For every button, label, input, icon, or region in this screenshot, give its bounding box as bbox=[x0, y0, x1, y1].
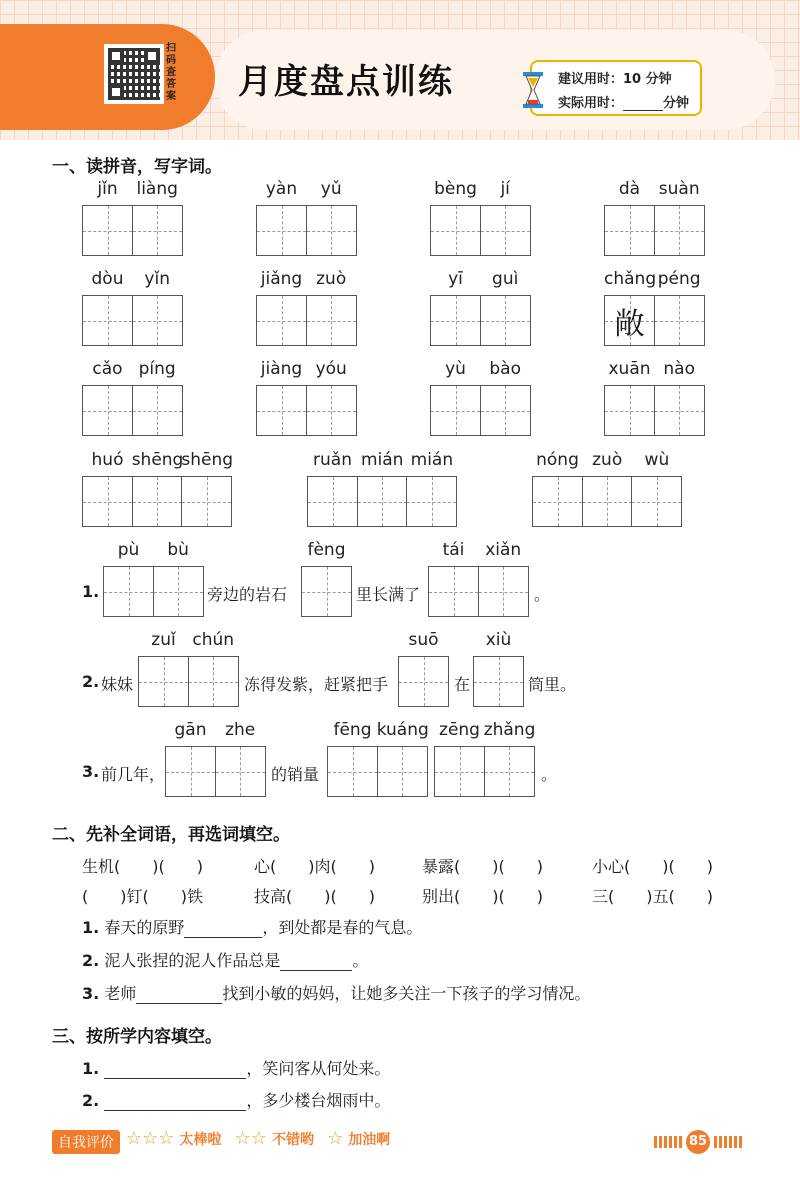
cell-character bbox=[605, 386, 654, 435]
pinyin-syllable: dòu bbox=[91, 269, 124, 289]
pinyin-syllable: yǐn bbox=[144, 269, 170, 289]
cell-character bbox=[481, 206, 530, 255]
cell-character bbox=[399, 657, 448, 706]
writing-cell-group bbox=[256, 385, 355, 436]
self-eval-label: 自我评价 bbox=[52, 1130, 120, 1154]
pinyin-syllable: jiàng bbox=[260, 359, 303, 379]
actual-time-label: 实际用时： bbox=[558, 96, 624, 111]
pinyin-syllable: tái bbox=[442, 540, 465, 560]
sentence-number: 1. bbox=[82, 582, 100, 601]
pinyin-syllable: xiǎn bbox=[485, 540, 522, 560]
writing-cell[interactable] bbox=[301, 566, 352, 617]
writing-cell-group bbox=[604, 295, 703, 346]
writing-cell[interactable] bbox=[631, 476, 682, 527]
writing-cell[interactable] bbox=[306, 205, 357, 256]
cell-character bbox=[378, 747, 427, 796]
pinyin-syllable: yóu bbox=[315, 359, 347, 379]
cell-character bbox=[133, 296, 182, 345]
pinyin-syllable: cǎo bbox=[92, 359, 123, 379]
writing-cell[interactable] bbox=[82, 295, 133, 346]
pinyin-syllable: liàng bbox=[136, 179, 178, 199]
pinyin-syllable: gān bbox=[174, 720, 207, 740]
sentence-text: 。 bbox=[541, 765, 558, 784]
sentence-text: 冻得发紫，赶紧把手 bbox=[244, 675, 389, 694]
writing-cell[interactable] bbox=[132, 385, 183, 436]
writing-cell[interactable] bbox=[654, 385, 705, 436]
cell-character bbox=[583, 477, 632, 526]
cell-character bbox=[407, 477, 456, 526]
answer-blank[interactable] bbox=[136, 986, 222, 1004]
sentence-text: 的销量 bbox=[271, 765, 320, 784]
writing-cell[interactable] bbox=[532, 476, 583, 527]
qr-code[interactable] bbox=[104, 44, 164, 104]
cell-character bbox=[166, 747, 215, 796]
pinyin-syllable: fèng bbox=[307, 540, 346, 560]
pinyin-syllable: xuān bbox=[608, 359, 651, 379]
item-number: 2. bbox=[82, 951, 100, 970]
idiom-blank-item[interactable]: 生机( )( ) bbox=[82, 857, 203, 876]
sentence-text: 里长满了 bbox=[356, 585, 421, 604]
idiom-blank-item[interactable]: 三( )五( ) bbox=[592, 887, 713, 906]
fill-in-item bbox=[82, 915, 422, 938]
cell-character bbox=[605, 206, 654, 255]
writing-cell[interactable] bbox=[398, 656, 449, 707]
sentence-prefix: 前几年， bbox=[101, 765, 166, 784]
item-text-before: 老师 bbox=[104, 984, 137, 1003]
cell-character bbox=[133, 206, 182, 255]
writing-cell[interactable] bbox=[604, 295, 655, 346]
writing-cell[interactable] bbox=[153, 566, 204, 617]
idiom-blank-item[interactable]: 小心( )( ) bbox=[592, 857, 713, 876]
writing-cell-group bbox=[256, 295, 355, 346]
hourglass-icon bbox=[522, 70, 544, 110]
pinyin-syllable: péng bbox=[657, 269, 701, 289]
writing-cell[interactable] bbox=[306, 295, 357, 346]
writing-cell[interactable] bbox=[307, 476, 358, 527]
pinyin-syllable: kuáng bbox=[376, 720, 429, 740]
qr-label: 扫码查答案 bbox=[166, 43, 176, 102]
fill-in-item bbox=[82, 981, 590, 1004]
writing-cell[interactable] bbox=[165, 746, 216, 797]
pinyin-syllable: jiǎng bbox=[260, 269, 303, 289]
writing-cell-group bbox=[82, 385, 181, 436]
sentence-text: 筒里。 bbox=[528, 675, 577, 694]
writing-cell[interactable] bbox=[256, 295, 307, 346]
cell-character bbox=[139, 657, 188, 706]
writing-cell[interactable] bbox=[132, 205, 183, 256]
answer-blank[interactable] bbox=[184, 920, 262, 938]
writing-cell-group bbox=[82, 476, 231, 527]
writing-cell[interactable] bbox=[103, 566, 154, 617]
writing-cell[interactable] bbox=[406, 476, 457, 527]
pinyin-syllable: zēng bbox=[439, 720, 480, 740]
pinyin-syllable: chún bbox=[192, 630, 235, 650]
writing-cell-group bbox=[428, 566, 527, 617]
pinyin-syllable: mián bbox=[360, 450, 404, 470]
pinyin-syllable: dà bbox=[618, 179, 641, 199]
writing-cell-group bbox=[165, 746, 264, 797]
writing-cell[interactable] bbox=[430, 205, 481, 256]
cell-character bbox=[133, 386, 182, 435]
cell-character bbox=[154, 567, 203, 616]
one-star-icon[interactable]: ☆ bbox=[327, 1128, 344, 1149]
cell-character bbox=[257, 386, 306, 435]
pinyin-syllable: yī bbox=[448, 269, 463, 289]
writing-cell[interactable] bbox=[132, 476, 183, 527]
writing-cell[interactable] bbox=[256, 205, 307, 256]
cell-character bbox=[479, 567, 528, 616]
writing-cell[interactable] bbox=[256, 385, 307, 436]
pinyin-syllable: fēng bbox=[333, 720, 372, 740]
cell-character bbox=[358, 477, 407, 526]
writing-cell[interactable] bbox=[604, 205, 655, 256]
writing-cell[interactable] bbox=[654, 205, 705, 256]
cell-character bbox=[83, 206, 132, 255]
writing-cell-group bbox=[327, 746, 426, 797]
pinyin-syllable: suàn bbox=[658, 179, 700, 199]
writing-cell[interactable] bbox=[480, 385, 531, 436]
answer-blank[interactable] bbox=[104, 1061, 246, 1079]
writing-cell[interactable] bbox=[430, 295, 481, 346]
item-text-before: 春天的原野 bbox=[104, 918, 185, 937]
pinyin-syllable: nào bbox=[663, 359, 695, 379]
page-deco-right bbox=[714, 1136, 744, 1148]
cell-character bbox=[655, 386, 704, 435]
poem-item bbox=[82, 1056, 390, 1079]
pinyin-syllable: mián bbox=[410, 450, 454, 470]
idiom-blank-item[interactable]: 别出( )( ) bbox=[422, 887, 543, 906]
writing-cell-group bbox=[138, 656, 237, 707]
pinyin-syllable: yǔ bbox=[320, 179, 342, 199]
cell-character bbox=[435, 747, 484, 796]
cell-character bbox=[429, 567, 478, 616]
cell-character bbox=[83, 477, 132, 526]
cell-character bbox=[632, 477, 681, 526]
page-deco-left bbox=[654, 1136, 684, 1148]
item-number: 1. bbox=[82, 918, 100, 937]
writing-cell[interactable] bbox=[484, 746, 535, 797]
writing-cell[interactable] bbox=[357, 476, 408, 527]
section3-title: 三、按所学内容填空。 bbox=[52, 1027, 222, 1047]
cell-character bbox=[83, 386, 132, 435]
cell-character bbox=[533, 477, 582, 526]
writing-cell[interactable] bbox=[138, 656, 189, 707]
writing-cell[interactable] bbox=[82, 205, 133, 256]
pinyin-syllable: zhe bbox=[225, 720, 256, 740]
actual-time bbox=[558, 92, 689, 111]
writing-cell-group bbox=[430, 295, 529, 346]
pinyin-syllable: huó bbox=[91, 450, 124, 470]
cell-character bbox=[431, 296, 480, 345]
pinyin-syllable: xiù bbox=[485, 630, 512, 650]
self-eval-options bbox=[126, 1128, 390, 1149]
cell-character bbox=[474, 657, 523, 706]
cell-character bbox=[655, 296, 704, 345]
sentence-text: 在 bbox=[454, 675, 471, 694]
writing-cell-group bbox=[307, 476, 456, 527]
section1-title: 一、读拼音，写字词。 bbox=[52, 157, 222, 177]
pinyin-syllable: yù bbox=[445, 359, 466, 379]
cell-character bbox=[307, 386, 356, 435]
pinyin-syllable: pù bbox=[117, 540, 140, 560]
item-text-after: ，笑问客从何处来。 bbox=[246, 1059, 391, 1078]
actual-time-unit: 分钟 bbox=[663, 96, 690, 111]
writing-cell-group bbox=[256, 205, 355, 256]
writing-cell-group bbox=[301, 566, 351, 617]
item-number: 2. bbox=[82, 1091, 100, 1110]
cell-character bbox=[328, 747, 377, 796]
cell-character bbox=[104, 567, 153, 616]
pinyin-syllable: zuò bbox=[316, 269, 347, 289]
pinyin-syllable: píng bbox=[138, 359, 176, 379]
pinyin-syllable: jǐn bbox=[97, 179, 118, 199]
pinyin-syllable: bào bbox=[489, 359, 521, 379]
pinyin-syllable: bù bbox=[167, 540, 189, 560]
item-text-after: 。 bbox=[352, 951, 369, 970]
writing-cell[interactable] bbox=[654, 295, 705, 346]
writing-cell[interactable] bbox=[434, 746, 485, 797]
pinyin-syllable: suō bbox=[408, 630, 439, 650]
item-number: 3. bbox=[82, 984, 100, 1003]
cell-character bbox=[481, 386, 530, 435]
sentence-prefix: 妹妹 bbox=[101, 675, 134, 694]
cell-character bbox=[308, 477, 357, 526]
page-number: 85 bbox=[686, 1130, 710, 1154]
idiom-blank-item[interactable]: 心( )肉( ) bbox=[254, 857, 375, 876]
writing-cell-group bbox=[473, 656, 523, 707]
sentence-number: 2. bbox=[82, 672, 100, 691]
answer-blank[interactable] bbox=[104, 1093, 246, 1111]
answer-blank[interactable] bbox=[280, 953, 352, 971]
cell-character bbox=[216, 747, 265, 796]
writing-cell[interactable] bbox=[82, 385, 133, 436]
time-box bbox=[530, 60, 702, 116]
sentence-number: 3. bbox=[82, 762, 100, 781]
poem-item bbox=[82, 1088, 390, 1111]
cell-character bbox=[302, 567, 351, 616]
pinyin-syllable: bèng bbox=[434, 179, 477, 199]
writing-cell-group bbox=[398, 656, 448, 707]
writing-cell[interactable] bbox=[473, 656, 524, 707]
cell-character bbox=[133, 477, 182, 526]
pinyin-syllable: shēng bbox=[131, 450, 184, 470]
page-title: 月度盘点训练 bbox=[238, 62, 454, 102]
pinyin-syllable: yàn bbox=[265, 179, 298, 199]
two-star-icon[interactable]: ☆☆ bbox=[234, 1128, 267, 1149]
writing-cell[interactable] bbox=[82, 476, 133, 527]
writing-cell-group bbox=[103, 566, 202, 617]
writing-cell[interactable] bbox=[430, 385, 481, 436]
sentence-text: 。 bbox=[534, 585, 551, 604]
item-text-after: ，多少楼台烟雨中。 bbox=[246, 1091, 391, 1110]
cell-character bbox=[182, 477, 231, 526]
sentence-text: 旁边的岩石 bbox=[207, 585, 288, 604]
pinyin-syllable: jí bbox=[500, 179, 510, 199]
pinyin-syllable: zuǐ bbox=[151, 630, 176, 650]
fill-in-item bbox=[82, 948, 368, 971]
item-text-after: 找到小敏的妈妈，让她多关注一下孩子的学习情况。 bbox=[222, 984, 591, 1003]
writing-cell-group bbox=[430, 205, 529, 256]
writing-cell-group bbox=[604, 205, 703, 256]
writing-cell[interactable] bbox=[132, 295, 183, 346]
writing-cell-group bbox=[434, 746, 533, 797]
writing-cell-group bbox=[430, 385, 529, 436]
cell-character: 敞 bbox=[614, 306, 645, 342]
writing-cell-group bbox=[82, 205, 181, 256]
writing-cell-group bbox=[604, 385, 703, 436]
cell-character bbox=[431, 206, 480, 255]
writing-cell[interactable] bbox=[480, 295, 531, 346]
writing-cell[interactable] bbox=[215, 746, 266, 797]
idiom-blank-item[interactable]: ( )钉( )铁 bbox=[82, 887, 203, 906]
pinyin-syllable: shēng bbox=[181, 450, 234, 470]
writing-cell[interactable] bbox=[582, 476, 633, 527]
writing-cell[interactable] bbox=[306, 385, 357, 436]
item-text-after: ，到处都是春的气息。 bbox=[262, 918, 423, 937]
suggested-time: 建议用时：10 分钟 bbox=[558, 72, 672, 87]
pinyin-syllable: nóng bbox=[536, 450, 579, 470]
cell-character bbox=[189, 657, 238, 706]
eval-label-great: 太棒啦 bbox=[179, 1132, 222, 1148]
writing-cell[interactable] bbox=[377, 746, 428, 797]
pinyin-syllable: zuò bbox=[592, 450, 623, 470]
three-star-icon[interactable]: ☆☆☆ bbox=[126, 1128, 175, 1149]
idiom-blank-item[interactable]: 技高( )( ) bbox=[254, 887, 375, 906]
cell-character bbox=[431, 386, 480, 435]
section2-title: 二、先补全词语，再选词填空。 bbox=[52, 825, 290, 845]
cell-character bbox=[83, 296, 132, 345]
cell-character bbox=[655, 206, 704, 255]
writing-cell[interactable] bbox=[428, 566, 479, 617]
cell-character bbox=[481, 296, 530, 345]
actual-time-blank[interactable] bbox=[623, 97, 663, 111]
writing-cell[interactable] bbox=[478, 566, 529, 617]
pinyin-syllable: chǎng bbox=[604, 269, 657, 289]
pinyin-syllable: guì bbox=[492, 269, 519, 289]
pinyin-syllable: wù bbox=[644, 450, 670, 470]
writing-cell[interactable] bbox=[181, 476, 232, 527]
item-number: 1. bbox=[82, 1059, 100, 1078]
cell-character bbox=[257, 206, 306, 255]
writing-cell[interactable] bbox=[604, 385, 655, 436]
eval-label-keep-going: 加油啊 bbox=[348, 1132, 391, 1148]
item-text-before: 泥人张捏的泥人作品总是 bbox=[104, 951, 281, 970]
pinyin-syllable: ruǎn bbox=[313, 450, 352, 470]
writing-cell[interactable] bbox=[327, 746, 378, 797]
idiom-blank-item[interactable]: 暴露( )( ) bbox=[422, 857, 543, 876]
pinyin-syllable: zhǎng bbox=[483, 720, 536, 740]
cell-character bbox=[307, 206, 356, 255]
cell-character bbox=[485, 747, 534, 796]
writing-cell-group bbox=[82, 295, 181, 346]
eval-label-good: 不错哟 bbox=[271, 1132, 314, 1148]
writing-cell-group bbox=[532, 476, 681, 527]
cell-character bbox=[307, 296, 356, 345]
writing-cell[interactable] bbox=[188, 656, 239, 707]
writing-cell[interactable] bbox=[480, 205, 531, 256]
cell-character bbox=[257, 296, 306, 345]
